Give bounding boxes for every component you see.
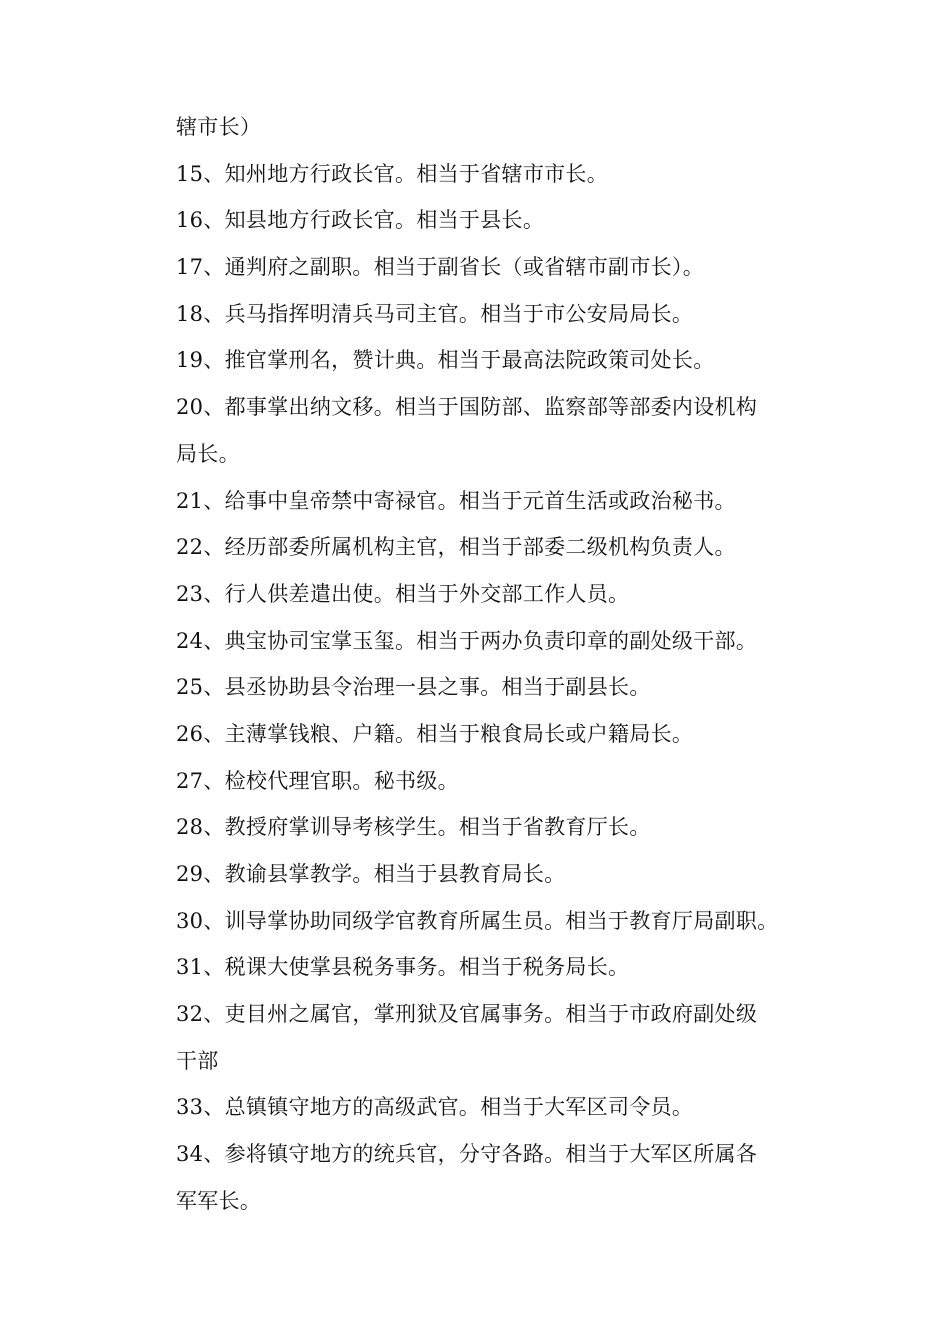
text-line: 28、教授府掌训导考核学生。相当于省教育厅长。: [176, 815, 651, 840]
text-line: 22、经历部委所属机构主官，相当于部委二级机构负责人。: [176, 535, 736, 560]
text-line: 26、主薄掌钱粮、户籍。相当于粮食局长或户籍局长。: [176, 721, 694, 746]
text-line: 15、知州地方行政长官。相当于省辖市市长。: [176, 161, 609, 186]
text-line: 31、税课大使掌县税务事务。相当于税务局长。: [176, 955, 630, 980]
text-line: 军军长。: [176, 1188, 262, 1213]
text-line: 局长。: [176, 441, 240, 466]
text-line: 辖市长）: [176, 115, 262, 139]
text-line: 34、参将镇守地方的统兵官，分守各路。相当于大军区所属各: [176, 1142, 758, 1167]
text-line: 17、通判府之副职。相当于副省长（或省辖市副市长）。: [176, 255, 705, 280]
text-line: 32、吏目州之属官，掌刑狱及官属事务。相当于市政府副处级: [176, 1002, 758, 1027]
text-line: 33、总镇镇守地方的高级武官。相当于大军区司令员。: [176, 1095, 694, 1120]
text-line: 18、兵马指挥明清兵马司主官。相当于市公安局局长。: [176, 301, 694, 326]
text-line: 24、典宝协司宝掌玉玺。相当于两办负责印章的副处级干部。: [176, 628, 758, 653]
text-line: 30、训导掌协助同级学官教育所属生员。相当于教育厅局副职。: [176, 908, 779, 933]
text-line: 干部: [176, 1048, 219, 1073]
text-line: 16、知县地方行政长官。相当于县长。: [176, 208, 545, 233]
text-line: 19、推官掌刑名，赞计典。相当于最高法院政策司处长。: [176, 348, 715, 373]
document-body: [176, 104, 836, 1225]
text-line: 23、行人供差遣出使。相当于外交部工作人员。: [176, 581, 630, 606]
text-line: 21、给事中皇帝禁中寄禄官。相当于元首生活或政治秘书。: [176, 488, 736, 513]
text-line: 20、都事掌出纳文移。相当于国防部、监察部等部委内设机构: [176, 395, 758, 420]
text-line: 29、教谕县掌教学。相当于县教育局长。: [176, 862, 566, 886]
text-line: 25、县丞协助县令治理一县之事。相当于副县长。: [176, 675, 651, 700]
text-line: 27、检校代理官职。秘书级。: [176, 768, 459, 793]
